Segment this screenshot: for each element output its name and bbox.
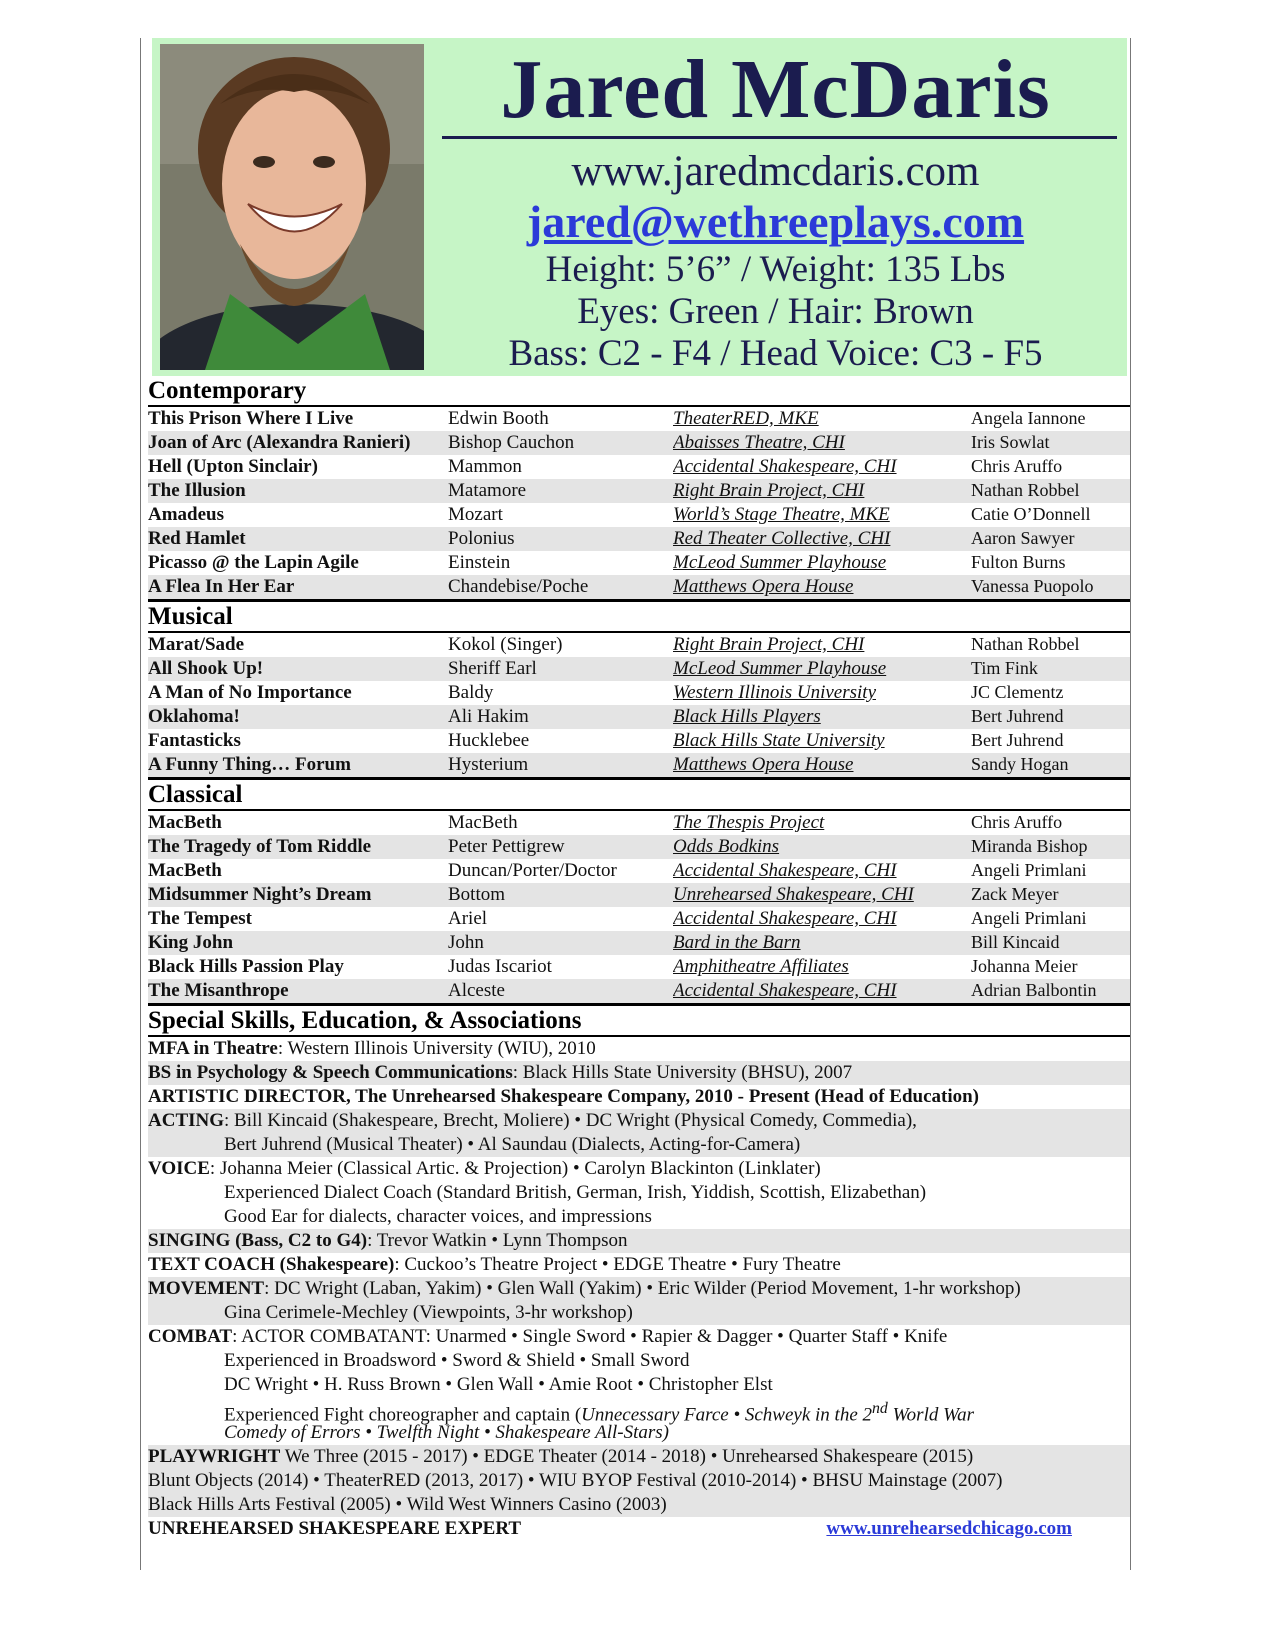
credit-role: Kokol (Singer): [448, 634, 563, 655]
skill-artistic-director: [148, 1085, 1130, 1109]
credit-director: Chris Aruffo: [971, 812, 1063, 832]
credit-row: [148, 931, 1130, 955]
credit-role: Sheriff Earl: [448, 658, 537, 679]
credit-director: Chris Aruffo: [971, 456, 1063, 476]
credit-role: Duncan/Porter/Doctor: [448, 860, 617, 881]
credit-show: The Tragedy of Tom Riddle: [148, 836, 372, 857]
credit-show: Amadeus: [148, 504, 225, 525]
credit-company: McLeod Summer Playhouse: [673, 552, 887, 573]
credit-company: Right Brain Project, CHI: [673, 480, 865, 501]
credit-director: JC Clementz: [971, 682, 1064, 702]
resume-content: [148, 376, 1130, 1541]
section-title: Contemporary: [148, 377, 307, 404]
credit-director: Angela Iannone: [971, 408, 1086, 428]
section-title: Musical: [148, 603, 233, 630]
skill-movement-cont: Gina Cerimele-Mechley (Viewpoints, 3-hr workshop): [148, 1301, 1130, 1325]
skills-title: Special Skills, Education, & Associations: [148, 1007, 582, 1034]
email-link[interactable]: jared@wethreeplays.com: [526, 196, 1025, 247]
credit-director: Bill Kincaid: [971, 932, 1060, 952]
credit-role: Alceste: [448, 980, 505, 1001]
credit-role: Ali Hakim: [448, 706, 529, 727]
skill-label: PLAYWRIGHT: [148, 1446, 281, 1467]
credit-row: [148, 479, 1130, 503]
credit-director: Iris Sowlat: [971, 432, 1050, 452]
credit-company: The Thespis Project: [673, 812, 825, 833]
page-left-border: [140, 38, 141, 1570]
footer-line: [148, 1517, 1130, 1541]
section-title: Classical: [148, 781, 243, 808]
credit-company: Amphitheatre Affiliates: [673, 956, 849, 977]
credit-show: Hell (Upton Sinclair): [148, 456, 318, 477]
skill-label: SINGING (Bass, C2 to G4): [148, 1230, 368, 1251]
skill-text: : Black Hills State University (BHSU), 2007: [512, 1062, 853, 1083]
credit-row: [148, 979, 1130, 1003]
skill-voice: [148, 1157, 1130, 1181]
credits-sections: [148, 376, 1130, 1006]
credit-show: All Shook Up!: [148, 658, 264, 679]
credit-show: King John: [148, 932, 234, 953]
credit-company: Unrehearsed Shakespeare, CHI: [673, 884, 914, 905]
skill-playwright-cont2: Black Hills Arts Festival (2005) • Wild West Winners Casino (2003): [148, 1493, 1130, 1517]
credit-role: MacBeth: [448, 812, 518, 833]
footer-url-link[interactable]: www.unrehearsedchicago.com: [826, 1518, 1072, 1539]
header-banner: [152, 38, 1127, 376]
credit-company: Western Illinois University: [673, 682, 876, 703]
credit-show: A Man of No Importance: [148, 682, 352, 703]
credit-role: Matamore: [448, 480, 527, 501]
credit-show: The Misanthrope: [148, 980, 289, 1001]
credit-role: Ariel: [448, 908, 488, 929]
headshot-illustration: [160, 44, 424, 370]
skill-mfa: [148, 1037, 1130, 1061]
credit-company: Accidental Shakespeare, CHI: [673, 908, 897, 929]
skill-text: : Western Illinois University (WIU), 2010: [277, 1038, 596, 1059]
skill-text-coach: [148, 1253, 1130, 1277]
credit-director: Catie O’Donnell: [971, 504, 1091, 524]
stat-vocal-range: Bass: C2 - F4 / Head Voice: C3 - F5: [508, 333, 1043, 374]
credit-role: Bishop Cauchon: [448, 432, 575, 453]
credit-director: Tim Fink: [971, 658, 1038, 678]
stat-height-weight: Height: 5’6” / Weight: 135 Lbs: [545, 249, 1006, 290]
skill-text: Experienced Fight choreographer and captain (: [224, 1404, 582, 1426]
skill-label: COMBAT: [148, 1326, 233, 1347]
page-right-border: [1130, 38, 1131, 1570]
skill-label: TEXT COACH (Shakespeare): [148, 1254, 395, 1275]
credit-director: Johanna Meier: [971, 956, 1078, 976]
skill-label: MOVEMENT: [148, 1278, 265, 1299]
skill-voice-cont1: Experienced Dialect Coach (Standard British, German, Irish, Yiddish, Scottish, Elizabethan): [224, 1182, 927, 1203]
credit-show: Marat/Sade: [148, 634, 245, 655]
credit-company: TheaterRED, MKE: [673, 408, 819, 429]
ordinal-superscript: nd: [872, 1400, 888, 1417]
skill-bs: [148, 1061, 1130, 1085]
credit-company: Accidental Shakespeare, CHI: [673, 980, 897, 1001]
skill-combat-cont1: Experienced in Broadsword • Sword & Shield • Small Sword: [224, 1350, 690, 1371]
skill-combat: [148, 1325, 1130, 1349]
credit-role: Bottom: [448, 884, 506, 905]
credit-row: [148, 907, 1130, 931]
credit-show: Fantasticks: [148, 730, 241, 751]
credit-row: [148, 883, 1130, 907]
skill-movement: [148, 1277, 1130, 1301]
credit-show: The Tempest: [148, 908, 252, 929]
headshot-photo: [160, 44, 424, 370]
credit-show: Oklahoma!: [148, 706, 240, 727]
credit-row: [148, 407, 1130, 431]
skill-combat-cont3: [148, 1397, 1130, 1426]
skills-section: [148, 1006, 1130, 1541]
credit-company: Abaisses Theatre, CHI: [673, 432, 845, 453]
credit-company: Matthews Opera House: [673, 576, 854, 597]
credit-director: Nathan Robbel: [971, 480, 1080, 500]
credit-show: Joan of Arc (Alexandra Ranieri): [148, 432, 411, 453]
skill-text: : Cuckoo’s Theatre Project • EDGE Theatre • Fury Theatre: [394, 1254, 841, 1275]
credit-role: Mammon: [448, 456, 522, 477]
credit-show: MacBeth: [148, 860, 222, 881]
credit-director: Angeli Primlani: [971, 860, 1087, 880]
credit-director: Vanessa Puopolo: [971, 576, 1094, 596]
credit-director: Bert Juhrend: [971, 706, 1064, 726]
stat-eyes-hair: Eyes: Green / Hair: Brown: [577, 291, 974, 332]
credit-company: Right Brain Project, CHI: [673, 634, 865, 655]
skill-text: : DC Wright (Laban, Yakim) • Glen Wall (Yakim) • Eric Wilder (Period Movement, 1-hr workshop): [264, 1278, 1021, 1299]
skill-label: VOICE: [148, 1158, 210, 1179]
credit-show: This Prison Where I Live: [148, 408, 354, 429]
skill-text: : ACTOR COMBATANT: Unarmed • Single Sword • Rapier & Dagger • Quarter Staff • Knife: [232, 1326, 948, 1347]
skill-italic-text: World War: [887, 1404, 975, 1426]
skill-text: : Trevor Watkin • Lynn Thompson: [367, 1230, 628, 1251]
credit-role: Mozart: [448, 504, 503, 525]
credit-company: McLeod Summer Playhouse: [673, 658, 887, 679]
skill-text: : Johanna Meier (Classical Artic. & Projection) • Carolyn Blackinton (Linklater): [209, 1158, 821, 1179]
credit-row: [148, 527, 1130, 551]
credit-show: A Flea In Her Ear: [148, 576, 295, 597]
credit-director: Fulton Burns: [971, 552, 1066, 572]
credit-row: [148, 729, 1130, 753]
skill-acting: [148, 1109, 1130, 1133]
skill-voice-cont2: Good Ear for dialects, character voices, and impressions: [224, 1206, 652, 1227]
credit-role: Hysterium: [448, 754, 529, 775]
credit-director: Angeli Primlani: [971, 908, 1087, 928]
credit-row: [148, 455, 1130, 479]
credit-row: [148, 753, 1130, 777]
credit-row: [148, 431, 1130, 455]
skill-acting-cont: Bert Juhrend (Musical Theater) • Al Saundau (Dialects, Acting-for-Camera): [148, 1133, 1130, 1157]
actor-name: Jared McDaris: [500, 43, 1051, 136]
skill-playwright: [148, 1445, 1130, 1469]
credit-director: Miranda Bishop: [971, 836, 1088, 856]
credit-role: Peter Pettigrew: [448, 836, 565, 857]
credit-director: Adrian Balbontin: [971, 980, 1097, 1000]
credit-row: [148, 633, 1130, 657]
skill-label: BS in Psychology & Speech Communications: [148, 1062, 513, 1083]
credit-role: Einstein: [448, 552, 511, 573]
credit-company: Bard in the Barn: [673, 932, 801, 953]
credit-row: [148, 681, 1130, 705]
credit-row: [148, 503, 1130, 527]
credit-role: Hucklebee: [448, 730, 530, 751]
credit-director: Aaron Sawyer: [971, 528, 1075, 548]
credit-company: Matthews Opera House: [673, 754, 854, 775]
footer-tagline: UNREHEARSED SHAKESPEARE EXPERT: [148, 1518, 522, 1539]
credit-row: [148, 575, 1130, 599]
credit-row: [148, 835, 1130, 859]
skill-text: We Three (2015 - 2017) • EDGE Theater (2014 - 2018) • Unrehearsed Shakespeare (2015): [280, 1446, 974, 1467]
skill-label: MFA in Theatre: [148, 1038, 278, 1059]
credit-role: Baldy: [448, 682, 494, 703]
website-link[interactable]: www.jaredmcdaris.com: [571, 148, 980, 195]
credit-company: Black Hills State University: [673, 730, 885, 751]
credit-row: [148, 859, 1130, 883]
skill-singing: [148, 1229, 1130, 1253]
credit-role: Polonius: [448, 528, 515, 549]
credit-show: MacBeth: [148, 812, 222, 833]
credit-show: Midsummer Night’s Dream: [148, 884, 372, 905]
credit-row: [148, 955, 1130, 979]
credit-row: [148, 705, 1130, 729]
credit-role: Edwin Booth: [448, 408, 549, 429]
skill-playwright-cont1: Blunt Objects (2014) • TheaterRED (2013, 2017) • WIU BYOP Festival (2010-2014) • BHSU Mainstage (2007): [148, 1469, 1130, 1493]
credit-company: Accidental Shakespeare, CHI: [673, 456, 897, 477]
skill-text: : Bill Kincaid (Shakespeare, Brecht, Moliere) • DC Wright (Physical Comedy, Commedia),: [224, 1110, 917, 1131]
credit-director: Zack Meyer: [971, 884, 1059, 904]
credit-show: A Funny Thing… Forum: [148, 754, 351, 775]
credit-row: [148, 811, 1130, 835]
credit-row: [148, 551, 1130, 575]
name-underline: [442, 136, 1117, 139]
credit-show: Red Hamlet: [148, 528, 246, 549]
skill-label: ACTING: [148, 1110, 225, 1131]
credit-director: Sandy Hogan: [971, 754, 1069, 774]
credit-company: Odds Bodkins: [673, 836, 780, 857]
skill-combat-cont2: DC Wright • H. Russ Brown • Glen Wall • Amie Root • Christopher Elst: [224, 1374, 773, 1395]
credit-show: Black Hills Passion Play: [148, 956, 344, 977]
credit-show: The Illusion: [148, 480, 246, 501]
credit-role: John: [448, 932, 484, 953]
skill-combat-cont4: Comedy of Errors • Twelfth Night • Shakespeare All-Stars): [224, 1422, 670, 1443]
credit-row: [148, 657, 1130, 681]
skill-italic-text: Unnecessary Farce • Schweyk in the 2: [581, 1404, 873, 1426]
skill-label: ARTISTIC DIRECTOR, The Unrehearsed Shakespeare Company, 2010 - Present (Head of Education): [148, 1086, 980, 1107]
credit-director: Bert Juhrend: [971, 730, 1064, 750]
credit-company: Accidental Shakespeare, CHI: [673, 860, 897, 881]
credit-company: Black Hills Players: [673, 706, 821, 727]
credit-role: Chandebise/Poche: [448, 576, 589, 597]
credit-role: Judas Iscariot: [448, 956, 552, 977]
credit-director: Nathan Robbel: [971, 634, 1080, 654]
credit-company: World’s Stage Theatre, MKE: [673, 504, 890, 525]
credit-show: Picasso @ the Lapin Agile: [148, 552, 359, 573]
credit-company: Red Theater Collective, CHI: [673, 528, 891, 549]
